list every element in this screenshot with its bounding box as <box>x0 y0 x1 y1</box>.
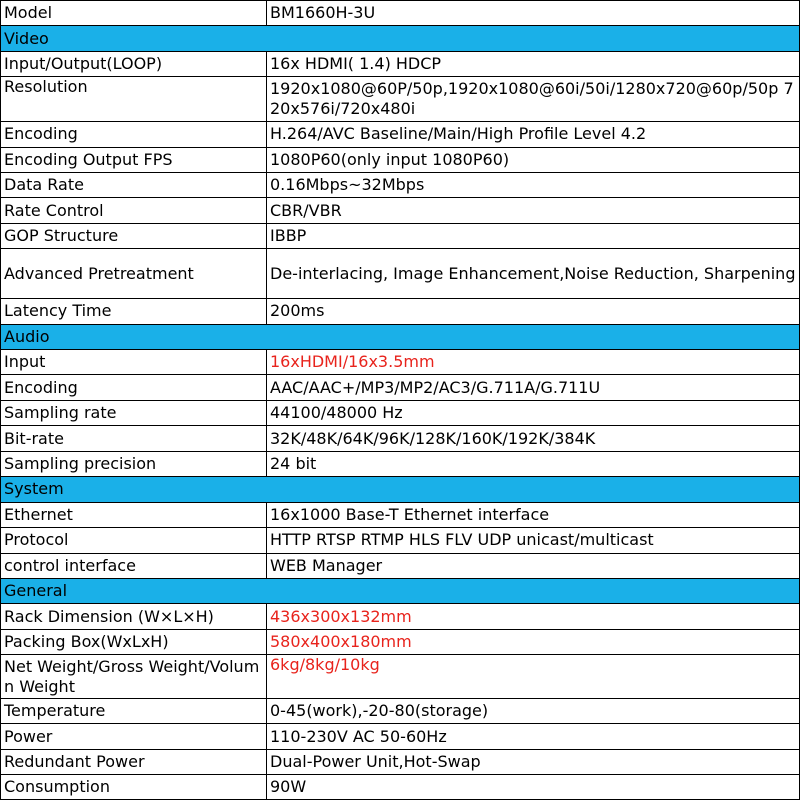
spec-value: 44100/48000 Hz <box>267 400 800 425</box>
spec-row <box>1 528 800 553</box>
spec-value: 436x300x132mm <box>267 604 800 629</box>
section-header-general <box>1 578 800 603</box>
spec-row <box>1 51 800 76</box>
spec-row <box>1 223 800 248</box>
section-header-video <box>1 26 800 51</box>
section-title: Audio <box>1 324 800 349</box>
spec-label: Rack Dimension (W×L×H) <box>1 604 267 629</box>
spec-value: 90W <box>267 775 800 800</box>
spec-label: Resolution <box>1 77 267 122</box>
spec-value: 0.16Mbps~32Mbps <box>267 172 800 197</box>
spec-row <box>1 375 800 400</box>
spec-row <box>1 77 800 122</box>
spec-label: Encoding Output FPS <box>1 147 267 172</box>
spec-row-model <box>1 1 800 26</box>
spec-label: Input <box>1 350 267 375</box>
spec-row <box>1 502 800 527</box>
spec-label: Advanced Pretreatment <box>1 249 267 299</box>
spec-label: Encoding <box>1 375 267 400</box>
spec-row <box>1 604 800 629</box>
spec-value: 16x HDMI( 1.4) HDCP <box>267 51 800 76</box>
spec-label: Input/Output(LOOP) <box>1 51 267 76</box>
section-title: General <box>1 578 800 603</box>
spec-row <box>1 350 800 375</box>
spec-label: Sampling precision <box>1 451 267 476</box>
spec-label: Packing Box(WxLxH) <box>1 629 267 654</box>
spec-label: Protocol <box>1 528 267 553</box>
spec-label: control interface <box>1 553 267 578</box>
spec-label: Sampling rate <box>1 400 267 425</box>
spec-row <box>1 699 800 724</box>
spec-value: 580x400x180mm <box>267 629 800 654</box>
spec-label: Power <box>1 724 267 749</box>
spec-value: De-interlacing, Image Enhancement,Noise Reduction, Sharpening <box>267 249 800 299</box>
spec-value: Dual-Power Unit,Hot-Swap <box>267 749 800 774</box>
spec-row <box>1 426 800 451</box>
spec-row <box>1 172 800 197</box>
spec-label: Data Rate <box>1 172 267 197</box>
spec-row <box>1 198 800 223</box>
section-title: System <box>1 477 800 502</box>
spec-label: Temperature <box>1 699 267 724</box>
spec-label: Bit-rate <box>1 426 267 451</box>
spec-row <box>1 775 800 800</box>
spec-value: 1920x1080@60P/50p,1920x1080@60i/50i/1280x720@60p/50p 720x576i/720x480i <box>267 77 800 122</box>
spec-row <box>1 749 800 774</box>
spec-value: 16xHDMI/16x3.5mm <box>267 350 800 375</box>
spec-row <box>1 553 800 578</box>
spec-label: Rate Control <box>1 198 267 223</box>
section-title: Video <box>1 26 800 51</box>
spec-value: 6kg/8kg/10kg <box>267 655 800 699</box>
section-header-system <box>1 477 800 502</box>
spec-value: HTTP RTSP RTMP HLS FLV UDP unicast/multicast <box>267 528 800 553</box>
section-header-audio <box>1 324 800 349</box>
spec-row <box>1 147 800 172</box>
spec-label: Latency Time <box>1 299 267 324</box>
spec-value: BM1660H-3U <box>267 1 800 26</box>
spec-row <box>1 400 800 425</box>
spec-label: Encoding <box>1 122 267 147</box>
spec-value: 32K/48K/64K/96K/128K/160K/192K/384K <box>267 426 800 451</box>
spec-label: Ethernet <box>1 502 267 527</box>
spec-row <box>1 249 800 299</box>
spec-value: 0-45(work),-20-80(storage) <box>267 699 800 724</box>
spec-label: Consumption <box>1 775 267 800</box>
spec-value: 24 bit <box>267 451 800 476</box>
spec-row <box>1 299 800 324</box>
spec-row <box>1 724 800 749</box>
spec-value: H.264/AVC Baseline/Main/High Profile Level 4.2 <box>267 122 800 147</box>
spec-value: 16x1000 Base-T Ethernet interface <box>267 502 800 527</box>
spec-value: WEB Manager <box>267 553 800 578</box>
spec-value: CBR/VBR <box>267 198 800 223</box>
spec-row <box>1 655 800 699</box>
spec-label: Net Weight/Gross Weight/Volumn Weight <box>1 655 267 699</box>
spec-row <box>1 629 800 654</box>
spec-row <box>1 451 800 476</box>
spec-value: IBBP <box>267 223 800 248</box>
spec-value: AAC/AAC+/MP3/MP2/AC3/G.711A/G.711U <box>267 375 800 400</box>
spec-value: 110-230V AC 50-60Hz <box>267 724 800 749</box>
spec-row <box>1 122 800 147</box>
spec-label: GOP Structure <box>1 223 267 248</box>
spec-label: Redundant Power <box>1 749 267 774</box>
spec-value: 1080P60(only input 1080P60) <box>267 147 800 172</box>
spec-value: 200ms <box>267 299 800 324</box>
spec-label: Model <box>1 1 267 26</box>
